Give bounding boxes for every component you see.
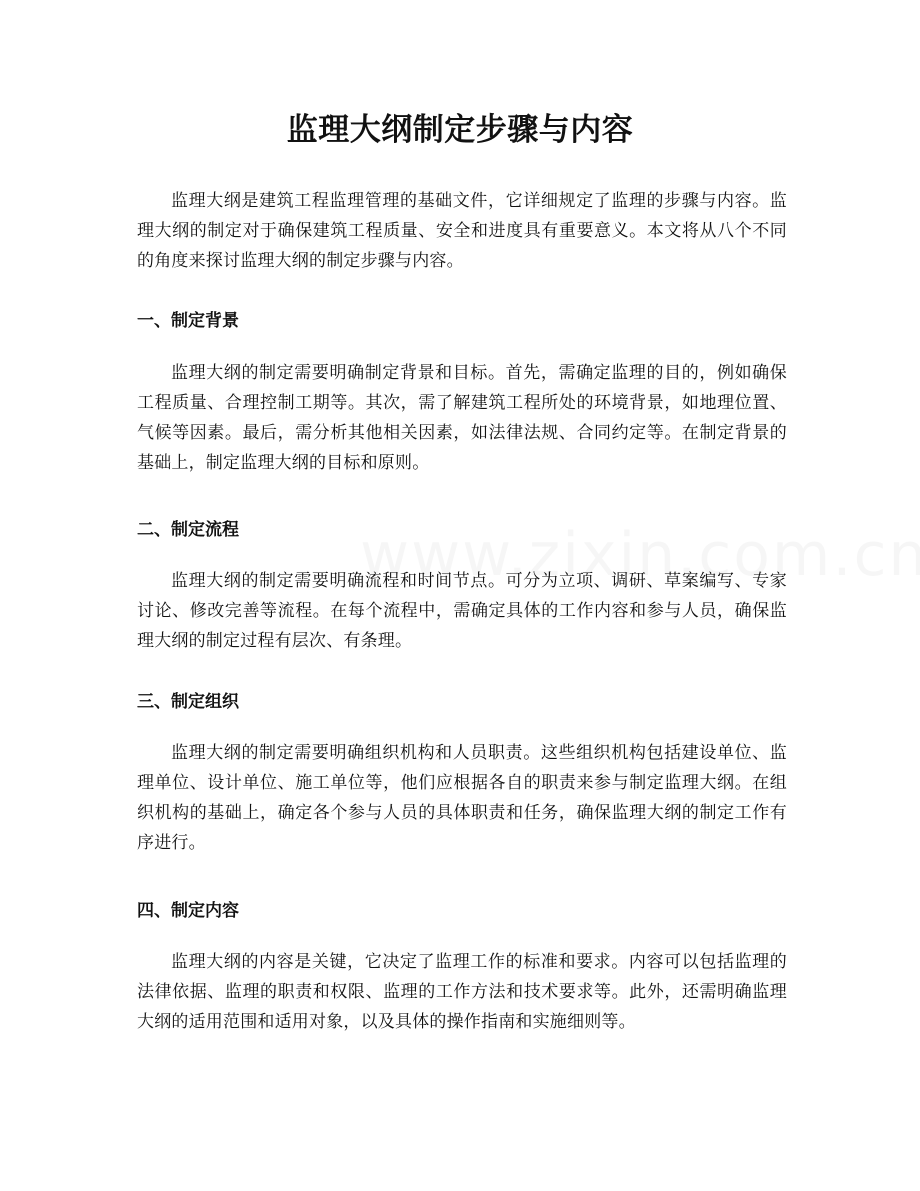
section-heading-organization: 三、制定组织 — [137, 692, 239, 712]
section-body-process: 监理大纲的制定需要明确流程和时间节点。可分为立项、调研、草案编写、专家讨论、修改完善等流程。在每个流程中，需确定具体的工作内容和参与人员，确保监理大纲的制定过程有层次、有条理。 — [137, 571, 787, 651]
section-heading-background: 一、制定背景 — [137, 311, 239, 331]
intro-paragraph: 监理大纲是建筑工程监理管理的基础文件，它详细规定了监理的步骤与内容。监理大纲的制定对于确保建筑工程质量、安全和进度具有重要意义。本文将从八个不同的角度来探讨监理大纲的制定步骤与内容。 — [137, 191, 787, 271]
section-heading-process: 二、制定流程 — [137, 520, 239, 540]
page-title: 监理大纲制定步骤与内容 — [286, 112, 634, 148]
section-heading-content: 四、制定内容 — [137, 901, 239, 921]
section-body-background: 监理大纲的制定需要明确制定背景和目标。首先，需确定监理的目的，例如确保工程质量、合理控制工期等。其次，需了解建筑工程所处的环境背景，如地理位置、气候等因素。最后，需分析其他相关因素，如法律法规、合同约定等。在制定背景的基础上，制定监理大纲的目标和原则。 — [137, 363, 787, 473]
section-body-content: 监理大纲的内容是关键，它决定了监理工作的标准和要求。内容可以包括监理的法律依据、监理的职责和权限、监理的工作方法和技术要求等。此外，还需明确监理大纲的适用范围和适用对象，以及具体的操作指南和实施细则等。 — [137, 952, 787, 1032]
section-body-organization: 监理大纲的制定需要明确组织机构和人员职责。这些组织机构包括建设单位、监理单位、设计单位、施工单位等，他们应根据各自的职责来参与制定监理大纲。在组织机构的基础上，确定各个参与人员的具体职责和任务，确保监理大纲的制定工作有序进行。 — [137, 743, 787, 853]
